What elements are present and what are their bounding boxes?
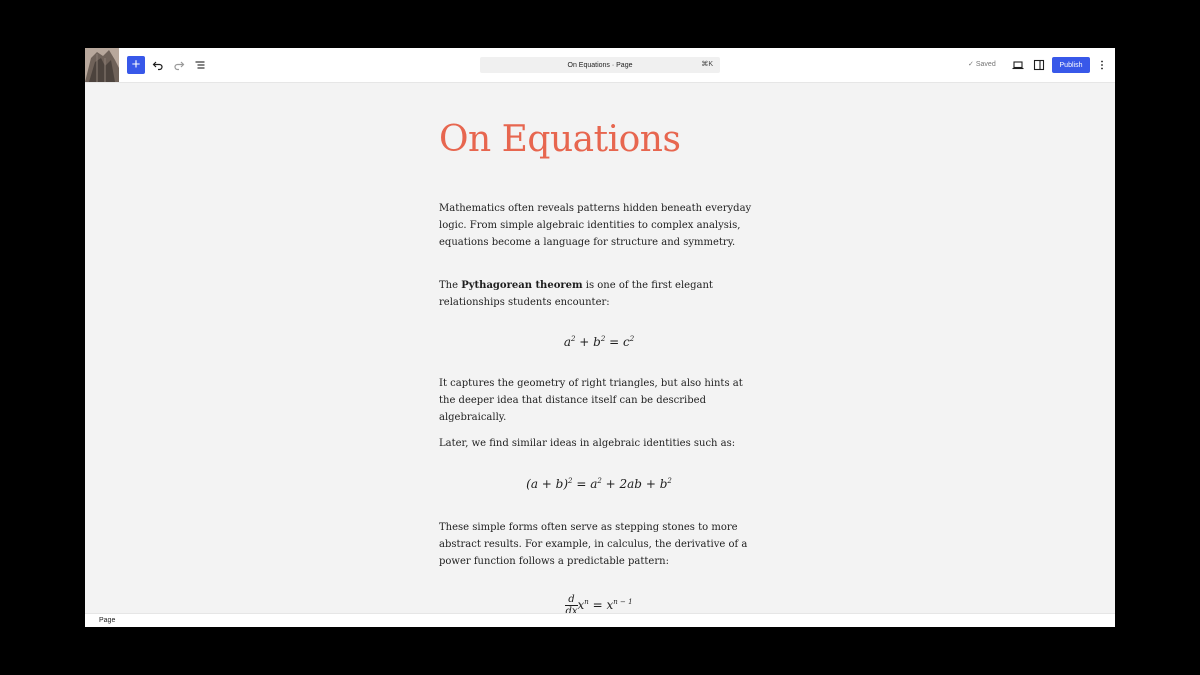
eq3-n: n bbox=[584, 598, 589, 606]
document-title: On Equations · Page bbox=[567, 61, 633, 69]
saved-status bbox=[968, 60, 996, 68]
publish-button[interactable]: Publish bbox=[1052, 57, 1090, 73]
undo-button[interactable] bbox=[149, 56, 167, 74]
eq1-b-exp: 2 bbox=[600, 335, 606, 343]
editor-window bbox=[85, 48, 1115, 627]
derivative-fraction bbox=[565, 594, 577, 613]
eq3-x: x bbox=[577, 598, 585, 612]
eq1-c: c bbox=[622, 335, 630, 349]
preview-button[interactable] bbox=[1009, 56, 1027, 74]
laptop-icon bbox=[1012, 59, 1024, 71]
paragraph-geometry[interactable]: It captures the geometry of right triangles, but also hints at the deeper idea that distance itself can be described algebraically. bbox=[439, 378, 743, 423]
eq1-a-exp: 2 bbox=[570, 335, 576, 343]
eq2-lhs: (a + b) bbox=[526, 477, 569, 491]
eq2-b: b bbox=[659, 477, 668, 491]
eq3-n-minus: n − 1 bbox=[613, 598, 633, 606]
frac-den: dx bbox=[565, 606, 578, 613]
paragraph-intro[interactable]: Mathematics often reveals patterns hidden beneath everyday logic. From simple algebraic identities to complex analysis, equations become a language for structure and symmetry. bbox=[439, 203, 752, 248]
eq1-b: b bbox=[593, 335, 601, 349]
editor-canvas[interactable] bbox=[85, 83, 1115, 613]
eq2-b-exp: 2 bbox=[667, 477, 672, 485]
paragraph-forms[interactable]: These simple forms often serve as stepping stones to more abstract results. For example, in calculus, the derivative of a power function follows a predictable pattern: bbox=[439, 522, 748, 567]
undo-icon bbox=[152, 59, 164, 71]
saved-label: Saved bbox=[975, 60, 996, 68]
plus-icon: + bbox=[131, 56, 141, 73]
pythag-bold: Pythagorean theorem bbox=[461, 280, 583, 291]
frac-num: d bbox=[565, 594, 577, 606]
settings-sidebar-button[interactable] bbox=[1030, 56, 1048, 74]
eq2-a: a bbox=[590, 477, 598, 491]
breadcrumb-page[interactable]: Page bbox=[99, 617, 116, 624]
document-overview-button[interactable] bbox=[191, 56, 209, 74]
pythag-suffix: is one of the first elegant relationships students encounter: bbox=[439, 280, 713, 308]
post-title[interactable]: On Equations bbox=[439, 119, 681, 160]
options-button[interactable] bbox=[1093, 56, 1111, 74]
paragraph-later[interactable]: Later, we find similar ideas in algebraic identities such as: bbox=[439, 438, 736, 449]
equation-pythagorean[interactable]: $a^2 + b^2 = c^2$ bbox=[563, 335, 635, 349]
eq2-lhs-exp: 2 bbox=[568, 477, 573, 485]
add-block-button[interactable] bbox=[127, 56, 145, 74]
document-title-bar[interactable] bbox=[480, 57, 720, 73]
redo-button[interactable] bbox=[170, 56, 188, 74]
command-shortcut: ⌘K bbox=[701, 61, 713, 68]
eq3-x2: x bbox=[606, 598, 614, 612]
paragraph-pythagorean[interactable] bbox=[439, 277, 759, 311]
check-icon: ✓ bbox=[968, 61, 974, 68]
eq1-a: a bbox=[563, 335, 571, 349]
more-vertical-icon bbox=[1096, 59, 1108, 71]
sidebar-icon bbox=[1033, 59, 1045, 71]
list-view-icon bbox=[194, 59, 206, 71]
site-icon[interactable] bbox=[85, 48, 119, 82]
eq2-mid: 2ab bbox=[619, 477, 642, 491]
block-breadcrumb bbox=[85, 613, 1115, 627]
eq2-a-exp: 2 bbox=[597, 477, 602, 485]
redo-icon bbox=[173, 59, 185, 71]
pythag-prefix: The bbox=[439, 280, 462, 291]
equation-binomial[interactable]: $(a + b)^2 = a^2 + 2ab + b^2$ bbox=[526, 477, 672, 491]
eq1-c-exp: 2 bbox=[629, 335, 635, 343]
equation-derivative[interactable]: $\frac{d}{dx}$ $x^n = x^{n - 1}$ bbox=[439, 594, 759, 613]
editor-toolbar bbox=[85, 48, 1115, 83]
